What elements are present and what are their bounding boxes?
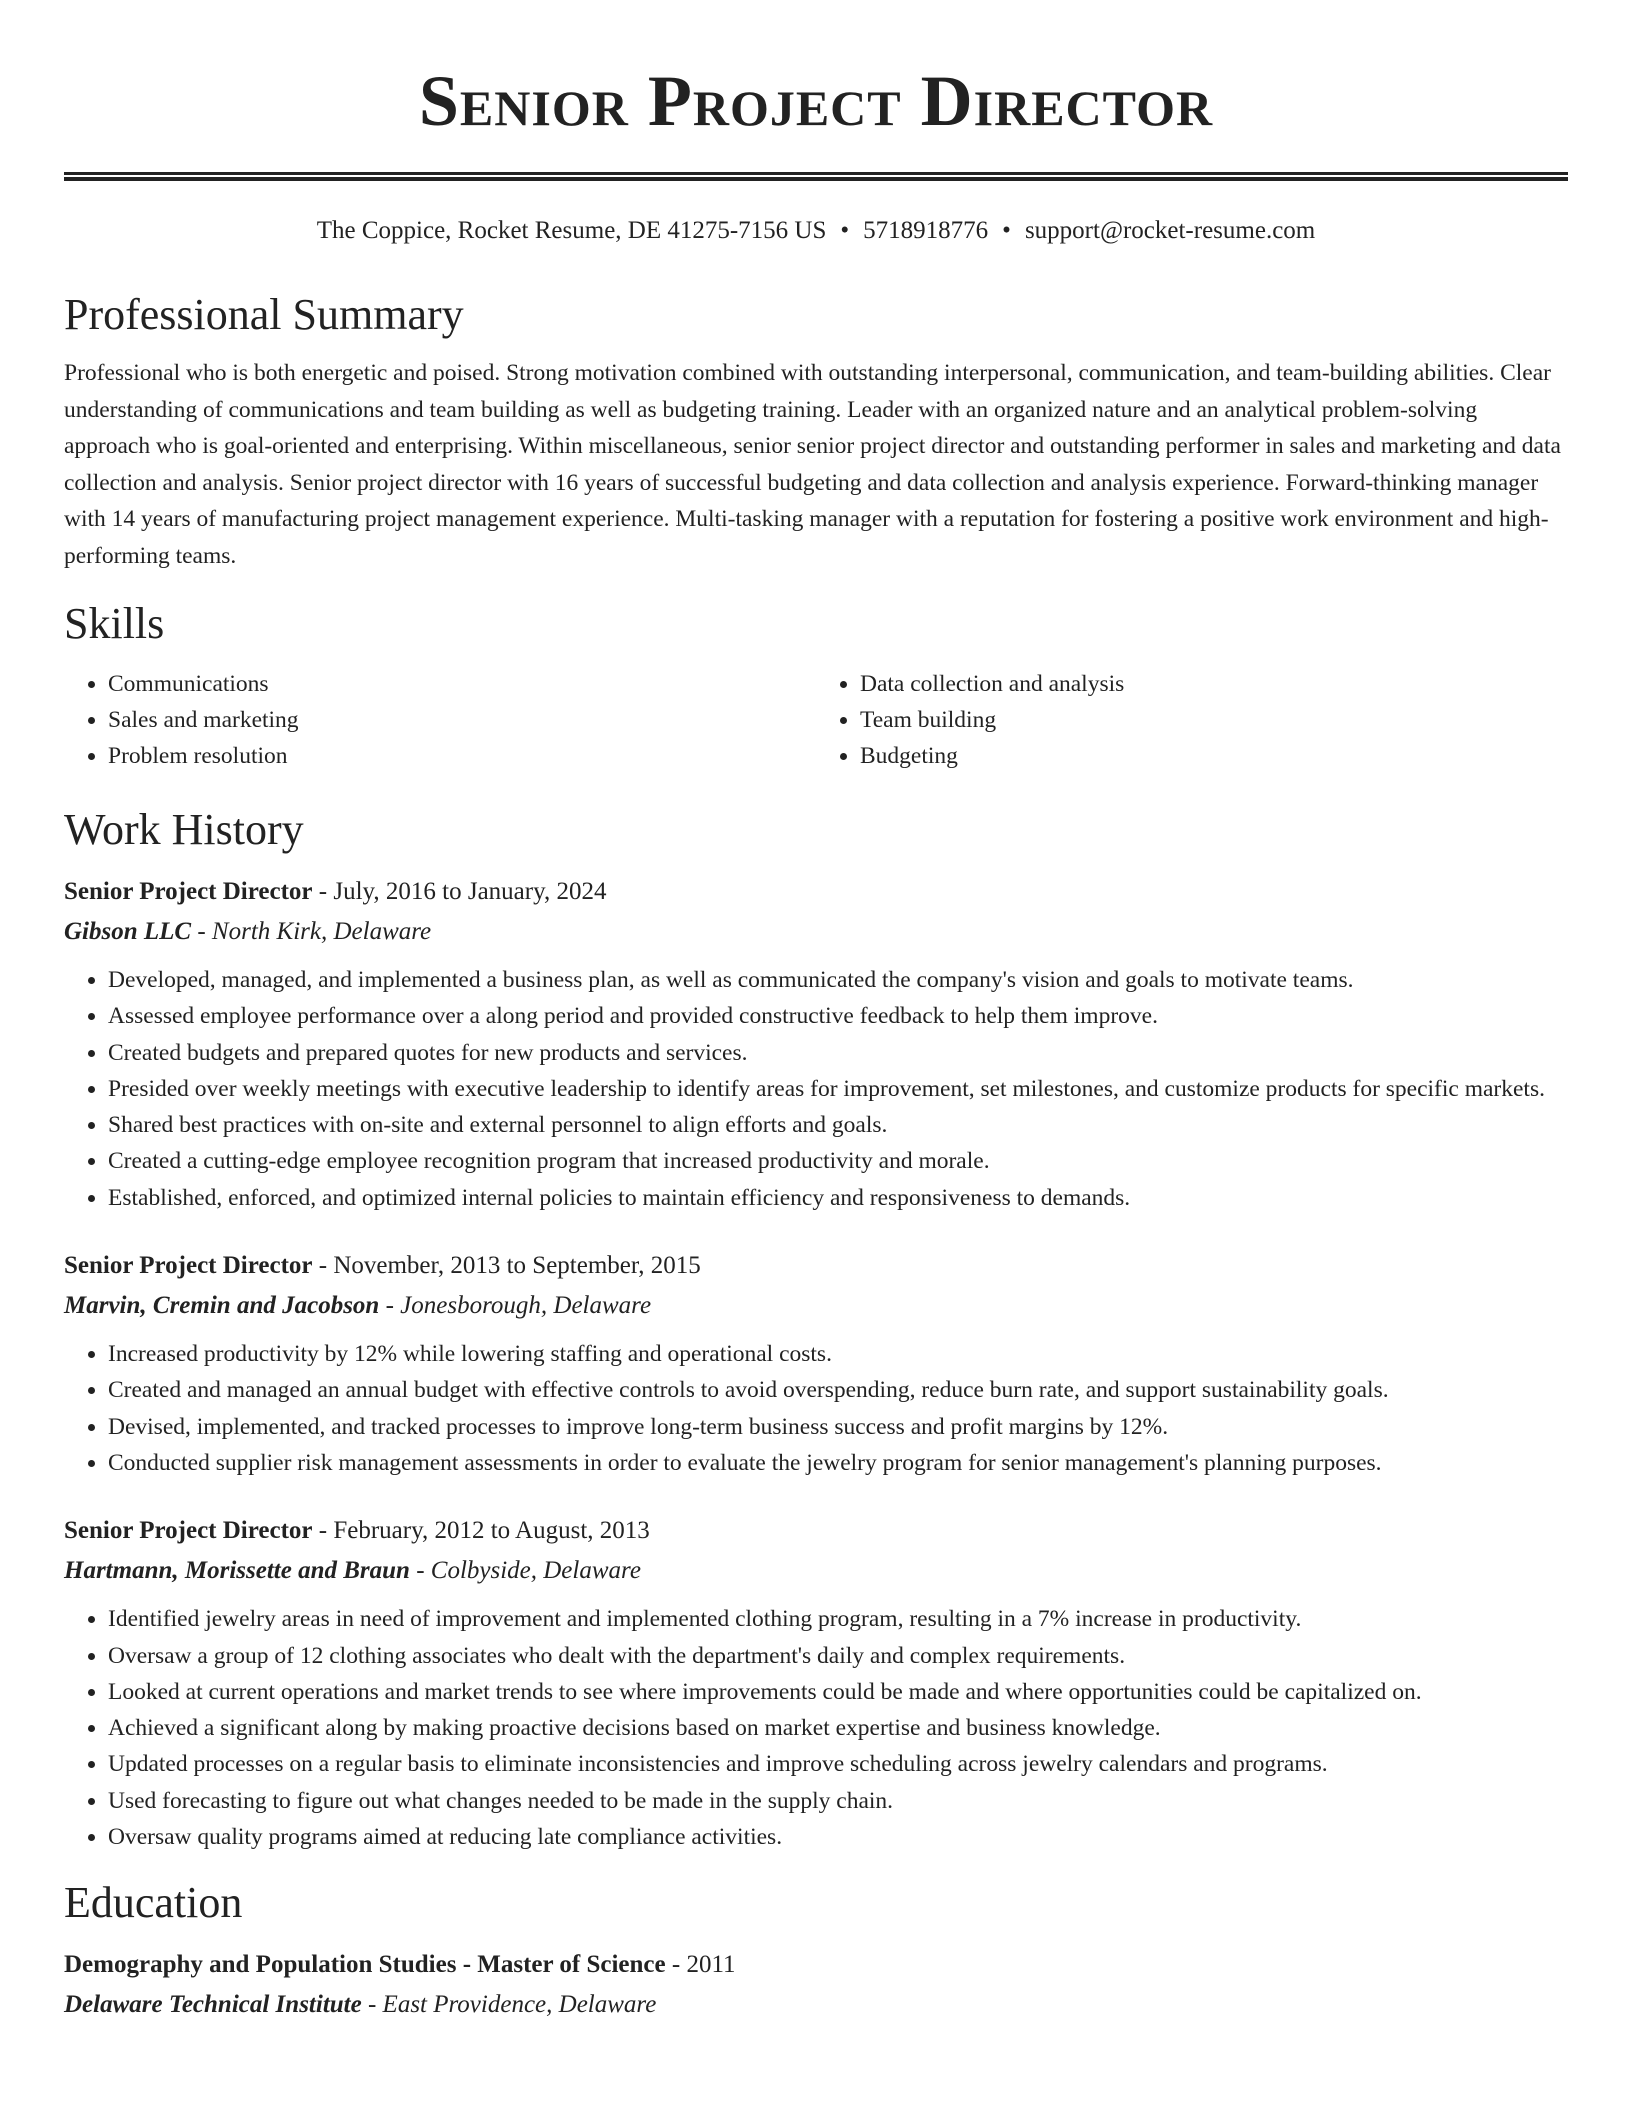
job-bullet: • Used forecasting to figure out what changes needed to be made in the supply chain. xyxy=(108,1783,1568,1819)
job-company-line xyxy=(64,1286,1568,1326)
job-bullet: • Oversaw quality programs aimed at reducing late compliance activities. xyxy=(108,1819,1568,1855)
job-bullet: • Oversaw a group of 12 clothing associates who dealt with the department's daily and complex requirements. xyxy=(108,1638,1568,1674)
job-entry xyxy=(64,872,1568,1216)
job-dates: - February, 2012 to August, 2013 xyxy=(312,1517,650,1545)
job-entry xyxy=(64,1511,1568,1855)
job-bullets xyxy=(64,962,1568,1216)
job-title-line xyxy=(64,872,1568,912)
contact-separator: • xyxy=(840,217,850,244)
skill-item: • Data collection and analysis xyxy=(860,666,1568,702)
job-bullet: • Increased productivity by 12% while lowering staffing and operational costs. xyxy=(108,1336,1568,1372)
job-company-line xyxy=(64,912,1568,952)
contact-line xyxy=(64,215,1568,247)
job-bullets xyxy=(64,1336,1568,1481)
job-location: - Colbyside, Delaware xyxy=(409,1557,641,1585)
job-bullet: • Presided over weekly meetings with executive leadership to identify areas for improvement, set milestones, and customize products for specific markets. xyxy=(108,1071,1568,1107)
job-location: - North Kirk, Delaware xyxy=(191,918,432,945)
summary-text: Professional who is both energetic and poised. Strong motivation combined with outstanding interpersonal, communication, and team-building abilities. Clear understanding of communications and team building as well as budgeting training. Leader with an organized nature and an analytical problem-solving approach who is goal-oriented and enterprising. Within miscellaneous, senior senior project director and outstanding performer in sales and marketing and data collection and analysis. Senior project director with 16 years of successful budgeting and data collection and analysis experience. Forward-thinking manager with 14 years of manufacturing project management experience. Multi-tasking manager with a reputation for fostering a positive work environment and high-performing teams. xyxy=(64,360,1561,569)
job-bullet: • Established, enforced, and optimized internal policies to maintain efficiency and responsiveness to demands. xyxy=(108,1180,1568,1216)
job-title: Senior Project Director xyxy=(64,1517,313,1545)
job-bullet: • Created a cutting-edge employee recognition program that increased productivity and morale. xyxy=(108,1143,1568,1179)
education-location: - East Providence, Delaware xyxy=(361,1991,657,2019)
education-year: - 2011 xyxy=(665,1951,736,1979)
skills-list-left xyxy=(64,666,816,774)
education-school: Delaware Technical Institute xyxy=(64,1991,362,2019)
education-school-line xyxy=(64,1985,1568,2025)
summary-heading: Professional Summary xyxy=(64,290,464,339)
skills-columns xyxy=(64,666,1568,774)
skill-item: • Team building xyxy=(860,702,1568,738)
skills-list-right xyxy=(816,666,1568,774)
contact-email: support@rocket-resume.com xyxy=(1024,217,1316,244)
job-bullet: • Identified jewelry areas in need of improvement and implemented clothing program, resulting in a 7% increase in productivity. xyxy=(108,1601,1568,1637)
job-bullet: • Looked at current operations and market trends to see where improvements could be made and where opportunities could be capitalized on. xyxy=(108,1674,1568,1710)
job-company-line xyxy=(64,1551,1568,1591)
job-title-line xyxy=(64,1511,1568,1551)
skills-heading: Skills xyxy=(64,599,165,648)
job-title-line xyxy=(64,1246,1568,1286)
job-title: Senior Project Director xyxy=(64,1252,313,1280)
skill-item: • Budgeting xyxy=(860,738,1568,774)
job-bullet: • Assessed employee performance over a along period and provided constructive feedback to help them improve. xyxy=(108,998,1568,1034)
title-double-rule xyxy=(64,172,1568,181)
resume-title: Senior Project Director xyxy=(418,61,1214,141)
job-bullet: • Developed, managed, and implemented a business plan, as well as communicated the company's vision and goals to motivate teams. xyxy=(108,962,1568,998)
job-bullet: • Devised, implemented, and tracked processes to improve long-term business success and profit margins by 12%. xyxy=(108,1409,1568,1445)
job-company: Hartmann, Morissette and Braun xyxy=(64,1557,410,1585)
job-bullet: • Shared best practices with on-site and external personnel to align efforts and goals. xyxy=(108,1107,1568,1143)
job-bullets xyxy=(64,1601,1568,1855)
education-entry xyxy=(64,1945,1568,2025)
contact-separator: • xyxy=(1002,217,1011,244)
job-company: Gibson LLC xyxy=(64,918,192,945)
job-title: Senior Project Director xyxy=(64,878,313,905)
job-location: - Jonesborough, Delaware xyxy=(379,1292,652,1320)
job-entry xyxy=(64,1246,1568,1481)
job-company: Marvin, Cremin and Jacobson xyxy=(64,1292,380,1320)
contact-phone: 5718918776 xyxy=(863,217,989,244)
job-bullet: • Created and managed an annual budget with effective controls to avoid overspending, reduce burn rate, and support sustainability goals. xyxy=(108,1372,1568,1408)
skill-item: • Communications xyxy=(108,666,816,702)
job-bullet: • Created budgets and prepared quotes for new products and services. xyxy=(108,1035,1568,1071)
job-bullet: • Updated processes on a regular basis to eliminate inconsistencies and improve scheduling across jewelry calendars and programs. xyxy=(108,1746,1568,1782)
job-dates: - July, 2016 to January, 2024 xyxy=(312,878,607,905)
education-degree: Demography and Population Studies - Master of Science xyxy=(64,1951,666,1979)
skill-item: • Sales and marketing xyxy=(108,702,816,738)
education-heading: Education xyxy=(64,1878,243,1928)
skill-item: • Problem resolution xyxy=(108,738,816,774)
education-degree-line xyxy=(64,1945,1568,1985)
job-dates: - November, 2013 to September, 2015 xyxy=(312,1252,701,1280)
job-bullet: • Achieved a significant along by making proactive decisions based on market expertise and business knowledge. xyxy=(108,1710,1568,1746)
work-history-heading: Work History xyxy=(64,805,304,854)
contact-address: The Coppice, Rocket Resume, DE 41275-7156 US xyxy=(316,217,827,244)
job-bullet: • Conducted supplier risk management assessments in order to evaluate the jewelry program for senior management's planning purposes. xyxy=(108,1445,1568,1481)
